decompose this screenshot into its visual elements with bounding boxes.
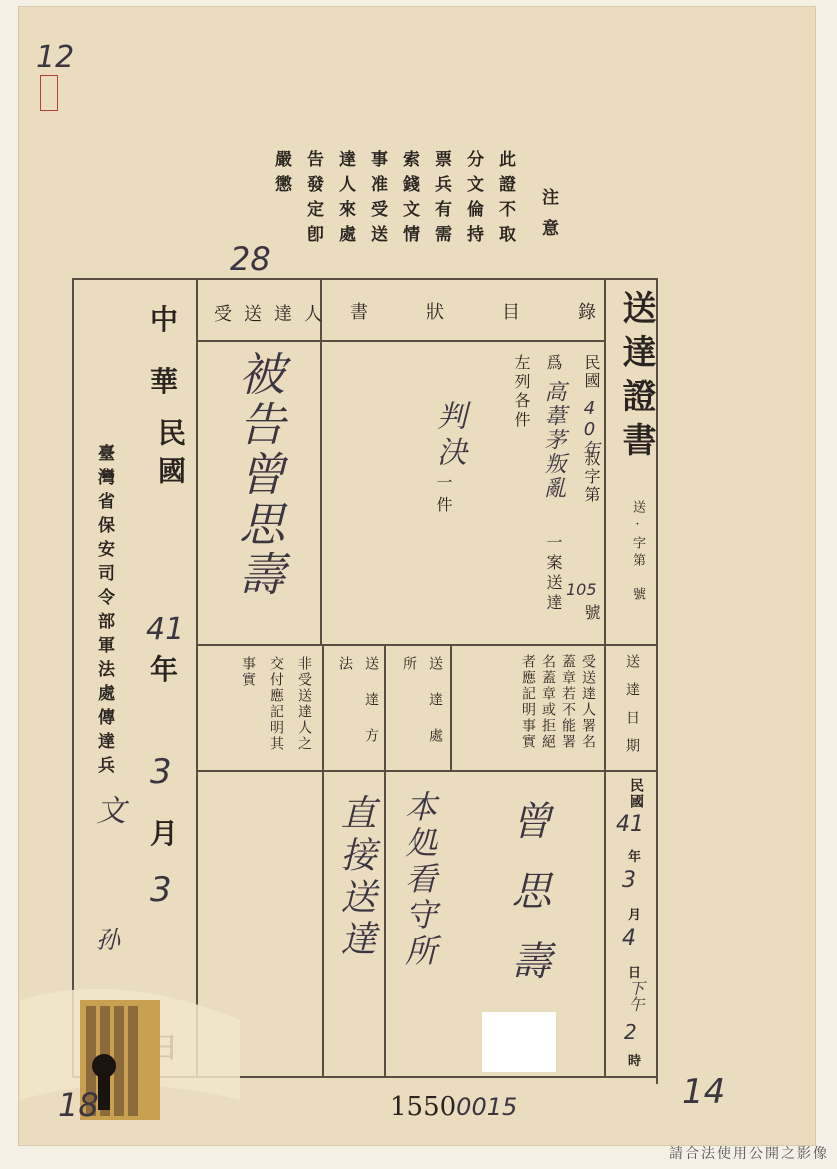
notice-line: 嚴懲 <box>271 150 291 200</box>
date-month-unit: 月 <box>628 908 642 923</box>
notice-line: 索錢文情 <box>399 150 419 250</box>
signature-handwritten: 曾思壽 <box>505 800 551 1010</box>
archive-number <box>390 1092 517 1122</box>
left-month-unit: 月 <box>150 817 179 850</box>
notice-line: 分文倫持 <box>463 150 483 250</box>
handwritten-28: 28 <box>230 240 271 278</box>
signature-label <box>458 654 598 766</box>
archive-number-print: 1550 <box>390 1092 457 1122</box>
place-label: 送達處所 <box>401 656 443 764</box>
date-hour-unit: 時 <box>628 1054 642 1069</box>
notice-line: 事准受送 <box>367 150 387 250</box>
date-minguo: 民國 <box>628 778 644 810</box>
notice-line: 票兵有需 <box>431 150 451 250</box>
left-day-value: 3 <box>150 870 172 910</box>
non-delivery-label: 非受送達人之交付應記明其事實 <box>240 656 312 752</box>
left-month-value: 3 <box>150 752 172 792</box>
signature-label-text: 受送達人署名蓋章若不能署名蓋章或拒絕者應記明事實 <box>520 654 596 750</box>
case-wei: 爲 <box>544 354 563 370</box>
notice-line: 達人來處 <box>335 150 355 250</box>
case-number: 105 <box>566 580 597 599</box>
doc-list-header: 書 狀 目 錄 <box>350 302 616 323</box>
page-number: 12 <box>36 40 75 75</box>
date-year-value: 41 <box>616 812 644 837</box>
notice-block <box>230 150 520 270</box>
copyright-watermark: 請合法使用公開之影像 <box>669 1146 829 1162</box>
case-hao: 號 <box>582 604 601 620</box>
archive-logo <box>0 980 250 1140</box>
date-day-unit: 日 <box>628 966 642 981</box>
document-count: 一件 <box>434 474 453 518</box>
certificate-title: 送達證書 <box>616 290 656 466</box>
receiver-header: 受送達人 <box>214 304 334 325</box>
hand-mark-2: 孙 <box>96 926 120 954</box>
left-footer-mark: 18 <box>58 1086 99 1124</box>
case-minguo: 民國 <box>582 354 601 390</box>
document-name: 判決 <box>431 400 466 472</box>
date-month-value: 3 <box>622 868 636 893</box>
left-year-unit: 年 <box>150 653 179 686</box>
left-zhong: 中 <box>150 303 179 336</box>
right-footer-mark: 14 <box>682 1072 726 1112</box>
notice-line: 此證不取 <box>495 150 515 250</box>
serial-label: 送·字第 號 <box>630 500 645 604</box>
left-year-value: 41 <box>146 612 185 647</box>
left-hua: 華 <box>150 365 179 398</box>
seal-stamp <box>40 75 58 111</box>
issuer: 臺灣省保安司令部軍法處傳達兵 <box>94 444 114 780</box>
case-send: 一案送達 <box>544 534 563 614</box>
date-label: 送達日期 <box>624 654 640 766</box>
date-year-unit: 年 <box>628 850 642 865</box>
hand-mark-1: 文 <box>96 794 126 829</box>
place-handwritten: 本処看守所 <box>400 790 438 970</box>
receiver-name: 被告曾思壽 <box>232 350 286 600</box>
date-hour-value: 2 <box>624 1020 637 1044</box>
method-handwritten: 直接送達 <box>335 794 376 962</box>
date-ampm: 下午 <box>626 980 645 1012</box>
case-items: 左列各件 <box>512 354 531 430</box>
case-year: 40年 <box>579 398 600 458</box>
case-name: 高葦茅叛亂 <box>541 380 566 500</box>
archive-number-hand: 0015 <box>456 1093 518 1121</box>
notice-line: 告發定卽 <box>303 150 323 250</box>
redaction-block <box>482 1012 556 1072</box>
date-day-value: 4 <box>622 926 636 951</box>
left-minguo: 民國 <box>154 418 187 494</box>
method-label: 送達方法 <box>337 656 379 764</box>
notice-title: 注意 <box>538 188 558 250</box>
case-word: 叔字第 <box>582 450 601 504</box>
